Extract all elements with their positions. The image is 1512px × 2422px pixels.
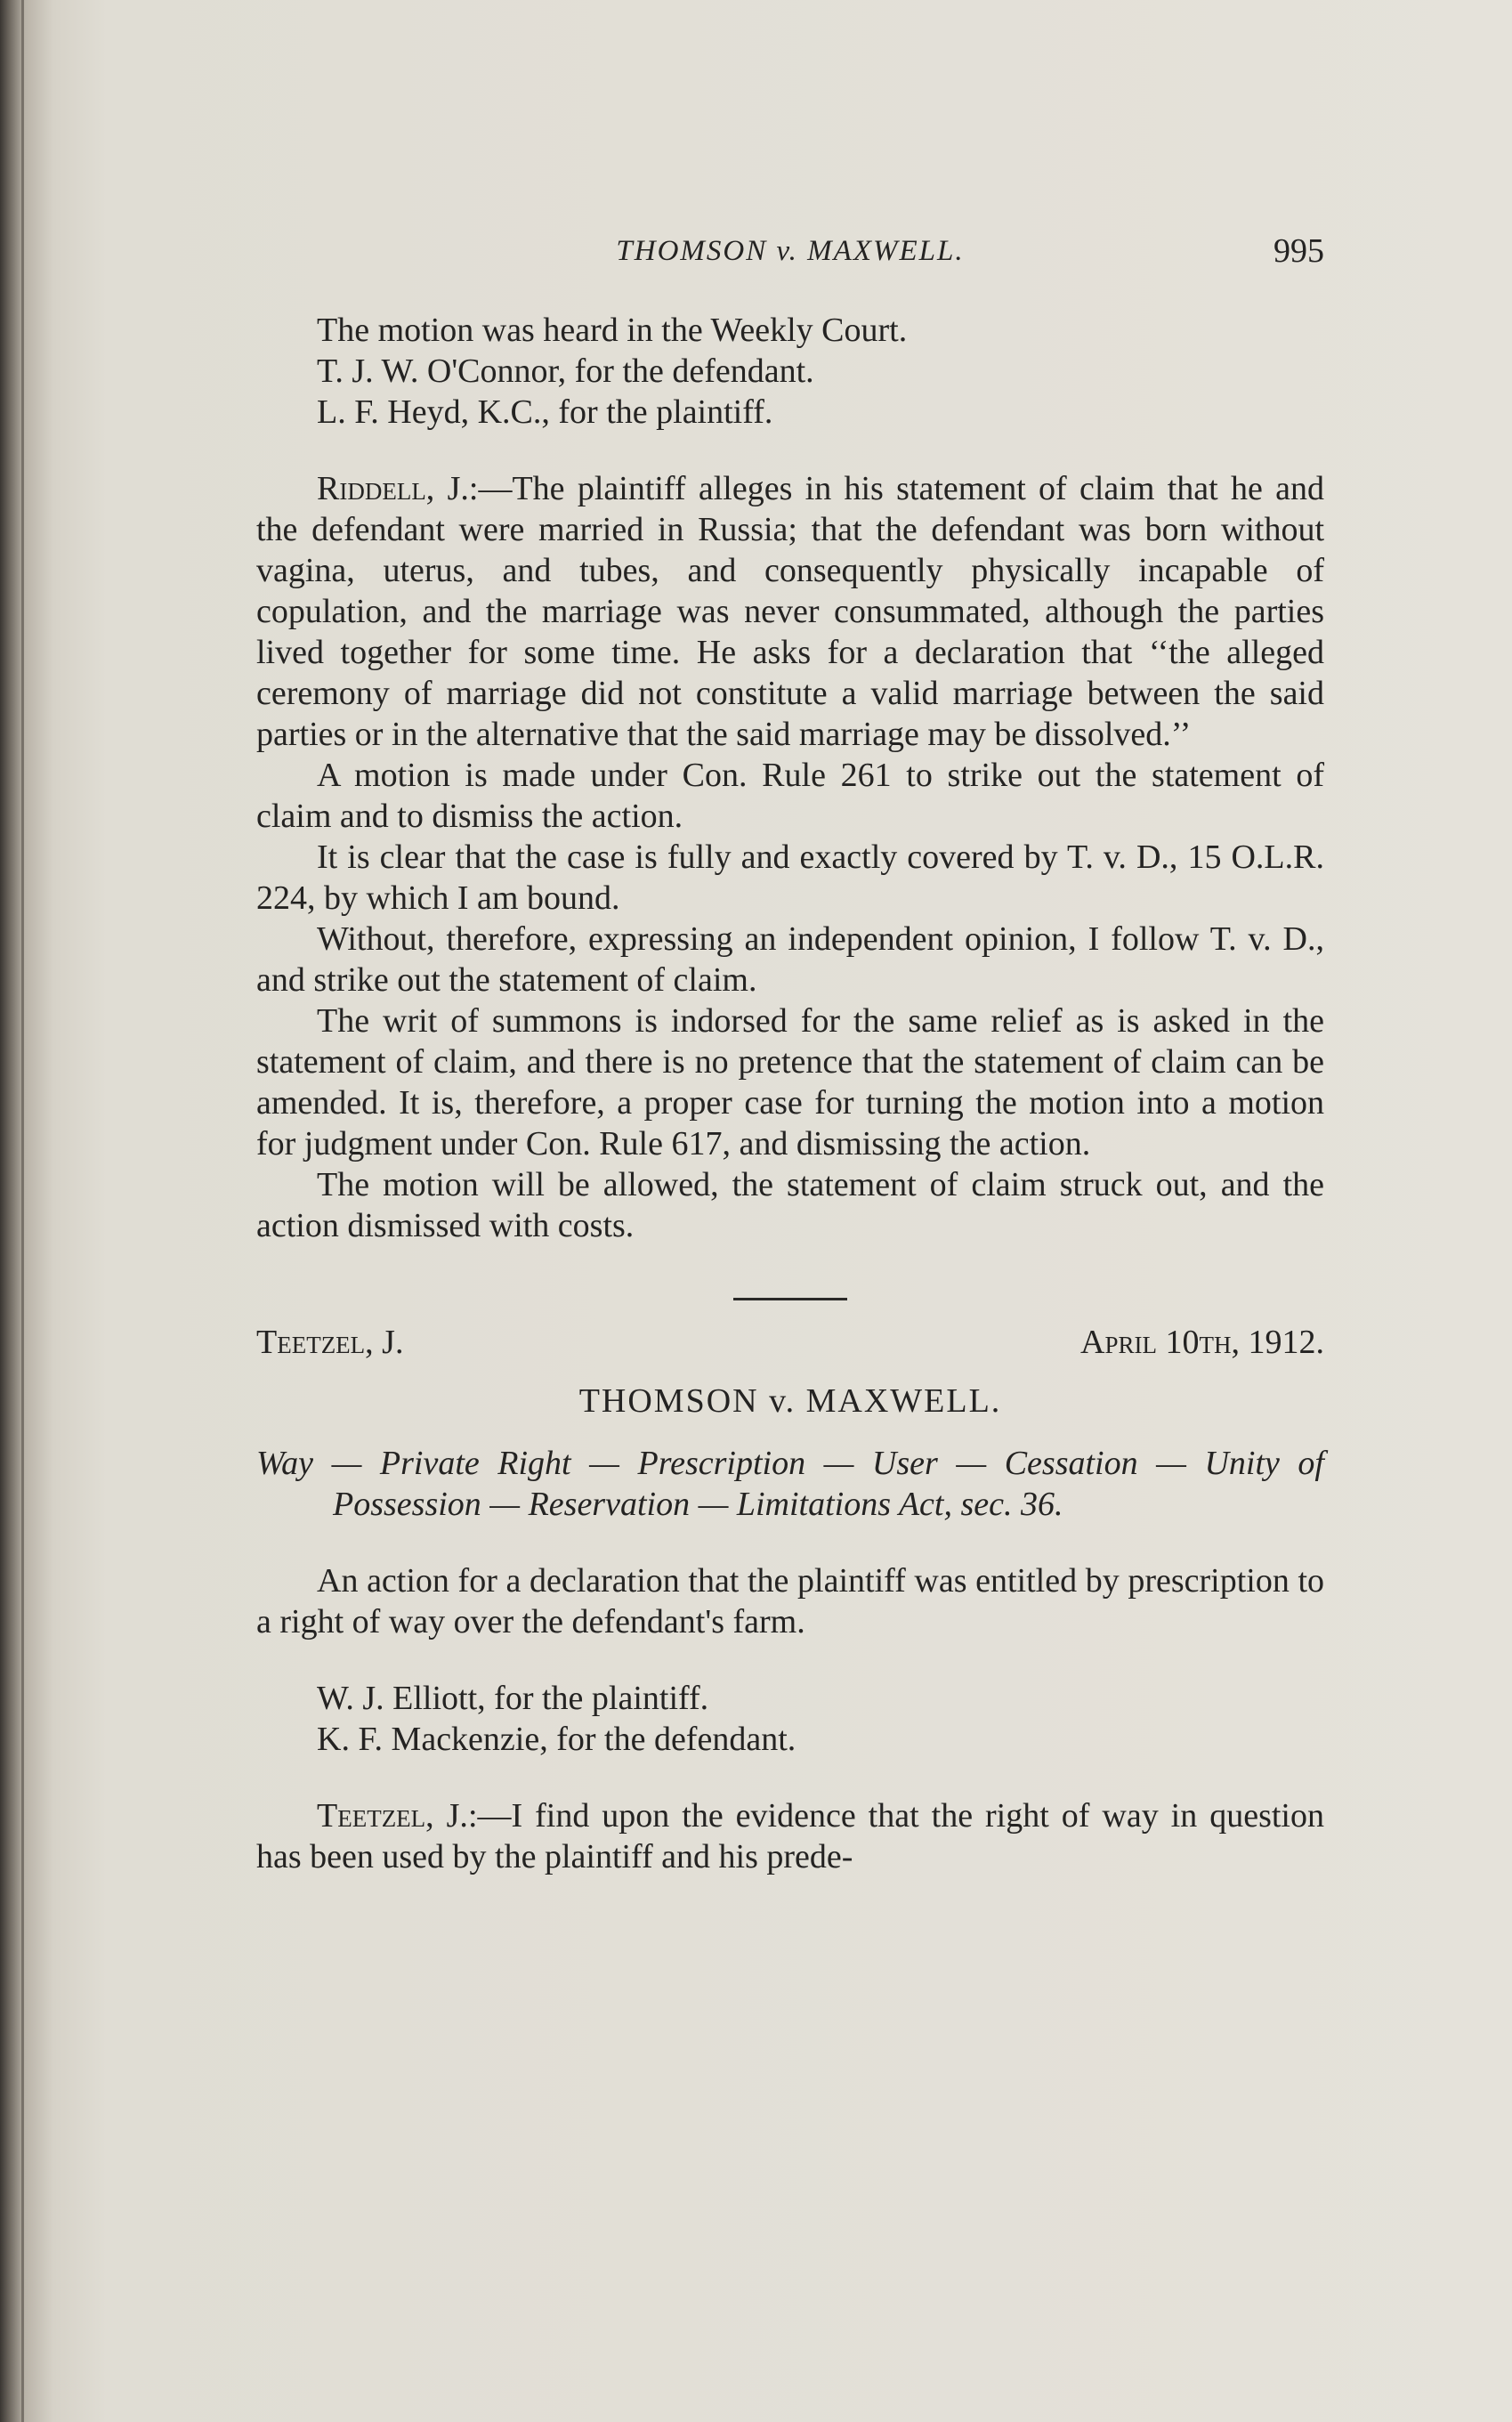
judge-name: Riddell, J. [317,470,469,507]
judgment-paragraph: Without, therefore, expressing an independent opinion, I follow T. v. D., and strike out the statement of claim. [256,920,1324,999]
case-header-row [256,1322,1324,1363]
counsel-line: W. J. Elliott, for the plaintiff. [317,1680,709,1717]
judge-name: Teetzel, J. [317,1797,468,1835]
case-summary: An action for a declaration that the plaintiff was entitled by prescription to a right of way over the defendant's farm. [256,1562,1324,1640]
judgment-paragraph [256,1795,1324,1877]
judgment-paragraph: The writ of summons is indorsed for the same relief as is asked in the statement of claim, and there is no pretence that the statement of claim can be amended. It is, therefore, a proper case for turning the motion into a motion for judgment under Con. Rule 617, and dismissing the action. [256,1002,1324,1162]
judgment-paragraph: It is clear that the case is fully and exactly covered by T. v. D., 15 O.L.R. 224, by which I am bound. [256,838,1324,917]
counsel-line: L. F. Heyd, K.C., for the plaintiff. [317,393,773,431]
counsel-line: K. F. Mackenzie, for the defendant. [317,1721,796,1758]
judgment-text: :—The plaintiff alleges in his statement of claim that he and the defendant were married in Russia; that the defendant was born without vagina, uterus, and tubes, and consequently physically incapable of copulation, and the marriage was never consummated, although the parties lived together for some time. He asks for a declaration that ‘‘the alleged ceremony of marriage did not constitute a valid marriage between the said parties or in the alternative that the said marriage may be dissolved.’’ [256,470,1324,753]
judgment-paragraph: A motion is made under Con. Rule 261 to strike out the statement of claim and to dismiss the action. [256,757,1324,835]
binding-gutter [21,0,24,2422]
running-head [256,230,1324,283]
case-judge: Teetzel, J. [256,1324,404,1361]
judgment-text: :—I find upon the evidence that the right of way in question has been used by the plaintiff and his prede- [256,1797,1324,1875]
case-title: THOMSON v. MAXWELL. [578,1382,1002,1420]
procedural-line: The motion was heard in the Weekly Court. [317,312,908,349]
case-headnote: Way — Private Right — Prescription — User — Cessation — Unity of Possession — Reservation — Limitations Act, sec. 36. [256,1445,1324,1523]
page-content [256,230,1324,1877]
page-number: 995 [1273,232,1324,270]
judgment-paragraph [256,468,1324,755]
first-case-judgment [256,468,1324,1246]
counsel-line: T. J. W. O'Connor, for the defendant. [317,352,814,390]
case-date: April 10th, 1912. [1080,1324,1324,1361]
first-case-procedural [256,310,1324,433]
running-head-title: THOMSON v. MAXWELL. [616,235,965,267]
second-case-counsel [256,1678,1324,1760]
judgment-paragraph: The motion will be allowed, the statement of claim struck out, and the action dismissed with costs. [256,1166,1324,1244]
